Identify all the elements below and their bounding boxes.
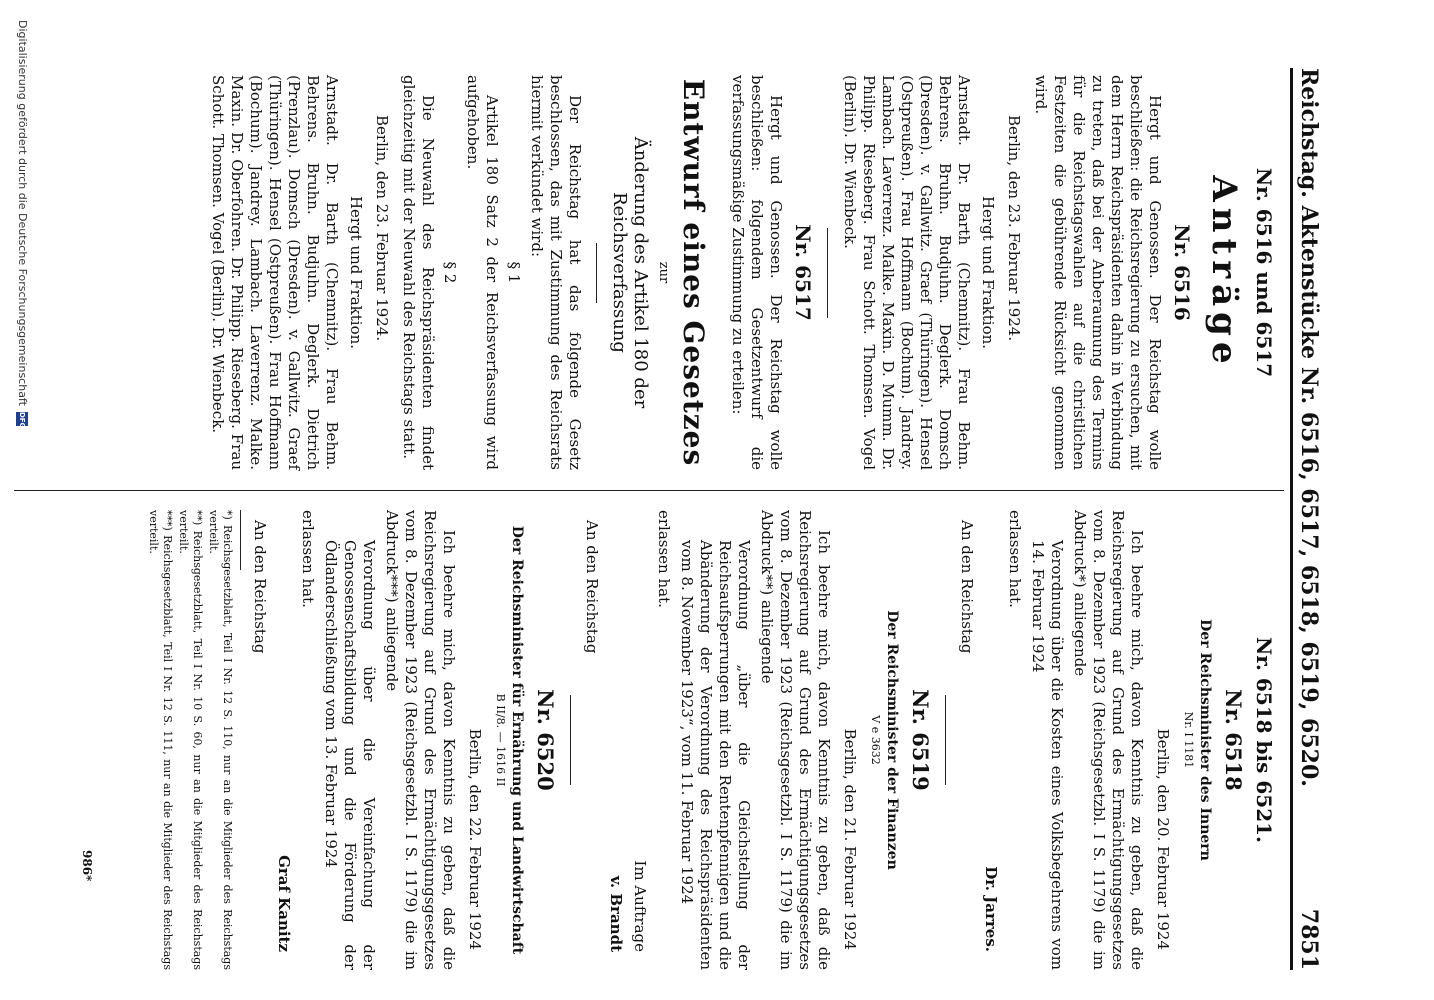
nr-6516-heading: Nr. 6516 xyxy=(1170,224,1194,321)
section-heading: Anträge xyxy=(1204,175,1244,370)
nr-6518-addressee: An den Reichstag xyxy=(958,520,976,654)
nr-6520-date: Berlin, den 22. Februar 1924 xyxy=(466,728,484,950)
column-divider xyxy=(14,490,1284,491)
nr-6520-heading: Nr. 6520 xyxy=(533,689,558,791)
nr-6516-signature: Hergt und Fraktion. xyxy=(979,195,997,350)
nr-6518-erlassen: erlassen hat. xyxy=(1006,510,1024,608)
nr-6519-addressee: An den Reichstag xyxy=(583,520,601,654)
right-column-title: Nr. 6518 bis 6521. xyxy=(1252,637,1276,843)
nr-6518-authority: Der Reichsminister des Innern xyxy=(1197,619,1213,861)
nr-6518-date: Berlin, den 20. Februar 1924 xyxy=(1154,728,1172,950)
nr-6518-heading: Nr. 6518 xyxy=(1221,689,1246,791)
paragraph-1-text: Artikel 180 Satz 2 der Reichsverfassung wird aufgehoben. xyxy=(464,75,501,470)
nr-6519-authority: Der Reichsminister der Finanzen xyxy=(884,610,900,870)
nr-6519-signatory: v. Brandt xyxy=(607,875,625,952)
nr-6518-signatory: Dr. Jarres. xyxy=(982,866,1000,952)
entwurf-intro: Der Reichstag hat das folgende Gesetz beschlossen, das mit Zustimmung des Reichsrats hiermit verkündet wird: xyxy=(528,75,584,470)
entwurf-title: Entwurf eines Gesetzes xyxy=(677,78,710,467)
right-column xyxy=(144,510,1286,970)
nr-6520-erlassen: erlassen hat. xyxy=(299,510,317,608)
nr-6517-text: Hergt und Genossen. Der Reichstag wolle beschließen: folgendem Gesetzentwurf die verfassungsmäßige Zustimmung zu erteilen: xyxy=(729,75,785,470)
nr-6520-addressee: An den Reichstag xyxy=(251,520,269,654)
footnote-1: *) Reichsgesetzblatt, Teil I Nr. 12 S. 110, nur an die Mitglieder des Reichstags verteilt. xyxy=(207,510,234,970)
nr-6520-signatory: Graf Kanitz xyxy=(275,855,293,952)
digitization-text: Digitalisierung gefördert durch die Deutsche Forschungsgemeinschaft xyxy=(16,20,29,406)
paragraph-2-text: Die Neuwahl des Reichspräsidenten findet gleichzeitig mit der Neuwahl des Reichstags statt. xyxy=(400,75,437,470)
nr-6518-verordnung: Verordnung über die Kosten eines Volksbegehrens vom 14. Februar 1924 xyxy=(1029,540,1066,970)
subject-rule xyxy=(596,243,597,303)
nr-6519-date: Berlin, den 21. Februar 1924 xyxy=(841,728,859,950)
bottom-page-number: 986* xyxy=(80,850,94,882)
nr-6520-verordnung: Verordnung über die Vereinfachung der Genossenschaftsbildung und die Förderung der Ödlanderschließung vom 13. Februar 1924 xyxy=(322,540,378,970)
separator-rule-6519 xyxy=(570,695,571,785)
nr-6520-authority: Der Reichsminister für Ernährung und Landwirtschaft xyxy=(509,525,525,955)
separator-rule xyxy=(827,228,828,318)
nr-6520-reference: B II/8. — 1616 II xyxy=(494,693,507,787)
page-header xyxy=(1290,68,1350,970)
nr-6517-date: Berlin, den 23. Februar 1924. xyxy=(373,115,391,342)
nr-6516-date: Berlin, den 23. Februar 1924. xyxy=(1005,115,1023,342)
left-column xyxy=(204,75,1286,470)
running-head: Reichstag. Aktenstücke Nr. 6516, 6517, 6518, 6519, 6520. xyxy=(1296,68,1322,787)
nr-6516-text: Hergt und Genossen. Der Reichstag wolle beschließen: die Reichsregierung zu ersuchen, mit dem Herrn Reichspräsidenten dahin in Verbindung zu treten, daß bei der Anberaumung des Termins für die Reichstagswahlen auf die christlichen Festzeiten die gebührende Rücksicht genommen wird. xyxy=(1032,75,1164,470)
nr-6516-names: Arnstadt. Dr. Barth (Chemnitz). Frau Behm. Behrens. Bruhn. Budjuhn. Deglerk. Domsch (Dresden). v. Gallwitz. Graef (Thüringen). Hensel (Ostpreußen). Frau Hoffmann (Bochum). Jandrey. Lambach. Laverrenz. Malke. Maxin. D. Mumm. Dr. Philipp. Rieseberg. Frau Schott. Thomsen. Vogel (Berlin). Dr. Wienbeck. xyxy=(841,75,973,470)
nr-6517-heading: Nr. 6517 xyxy=(791,224,815,321)
footnote-3: ***) Reichsgesetzblatt, Teil I Nr. 12 S. 111, nur an die Mitglieder des Reichstags verteilt. xyxy=(147,510,174,970)
nr-6519-reference: V e 3632 xyxy=(869,715,882,765)
nr-6519-heading: Nr. 6519 xyxy=(908,689,933,791)
nr-6520-text: Ich beehre mich, davon Kenntnis zu geben, daß die Reichsregierung auf Grund des Ermächtigungsgesetzes vom 8. Dezember 1923 (Reichsgesetzbl. I S. 1179) die im Abdruck***) anliegende xyxy=(383,510,458,970)
left-column-title: Nr. 6516 und 6517 xyxy=(1252,167,1276,378)
paragraph-1-heading: § 1 xyxy=(505,261,523,284)
paragraph-2-heading: § 2 xyxy=(441,261,459,284)
dfg-logo-icon: DFG xyxy=(18,411,27,429)
nr-6518-reference: Nr. I 1181 xyxy=(1182,711,1195,769)
header-rule xyxy=(1290,68,1293,970)
entwurf-zur: zur xyxy=(656,261,671,284)
nr-6519-auftrag: Im Auftrage xyxy=(631,860,649,952)
nr-6517-signature: Hergt und Fraktion. xyxy=(347,195,365,350)
nr-6519-erlassen: erlassen hat. xyxy=(655,510,673,608)
footnote-2: **) Reichsgesetzblatt, Teil I Nr. 10 S. 60, nur an die Mitglieder des Reichstags verteilt. xyxy=(177,510,204,970)
entwurf-subject: Änderung des Artikel 180 der Reichsverfassung xyxy=(609,136,651,409)
nr-6519-verordnung: Verordnung „über die Gleichstellung der Reichsaufsperrungen mit den Rentenpfennigen und die Abänderung der Verordnung des Reichspräsidenten vom 8. November 1923“, vom 11. Februar 1924 xyxy=(678,540,753,970)
page-number: 7851 xyxy=(1296,908,1322,970)
nr-6517-names: Arnstadt. Dr. Barth (Chemnitz). Frau Behm. Behrens. Bruhn. Budjuhn. Deglerk. Dietrich (Prenzlau). Domsch (Dresden). v. Gallwitz. Graef (Thüringen). Hensel (Ostpreußen). Frau Hoffmann (Bochum). Jandrey. Lambach. Laverrenz. Malke. Maxin. Dr. Oberfohren. Dr. Philipp. Rieseberg. Frau Schott. Thomsen. Vogel (Berlin). Dr. Wienbeck. xyxy=(209,75,341,470)
nr-6519-text: Ich beehre mich, davon Kenntnis zu geben, daß die Reichsregierung auf Grund des Ermächtigungsgesetzes vom 8. Dezember 1923 (Reichsgesetzbl. I S. 1179) die im Abdruck**) anliegende xyxy=(758,510,833,970)
separator-rule-6518 xyxy=(945,695,946,785)
nr-6518-text: Ich beehre mich, davon Kenntnis zu geben, daß die Reichsregierung auf Grund des Ermächtigungsgesetzes vom 8. Dezember 1923 (Reichsgesetzbl. I S. 1179) die im Abdruck*) anliegende xyxy=(1071,510,1146,970)
footnote-rule xyxy=(240,510,241,570)
digitization-note xyxy=(16,20,29,429)
